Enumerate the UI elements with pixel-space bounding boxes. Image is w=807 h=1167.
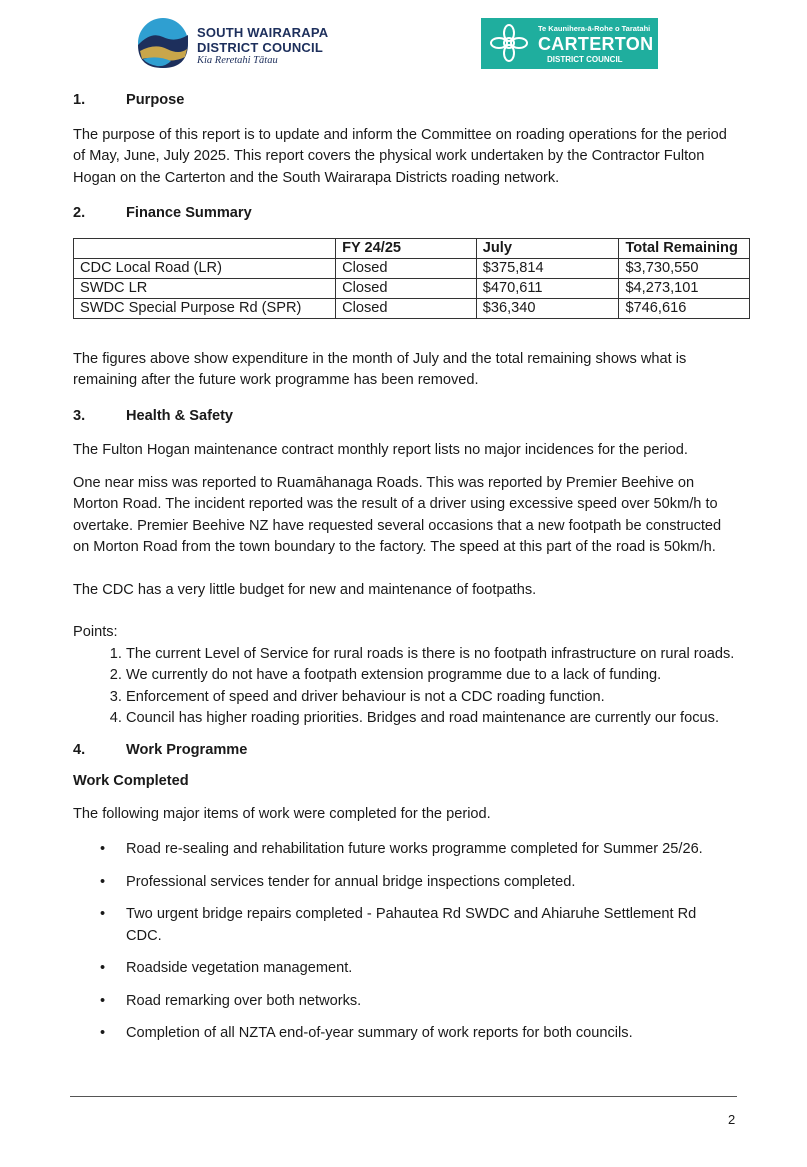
list-item: 4. Council has higher roading priorities. Bridges and road maintenance are currently our focus. — [126, 708, 735, 730]
section-number: 3. — [73, 407, 86, 424]
cdc-logo-line1: Te Kaunihera-ā-Rohe o Taratahi — [538, 24, 651, 33]
table-cell: SWDC LR — [74, 278, 336, 298]
list-item: 2. We currently do not have a footpath extension programme due to a lack of funding. — [126, 665, 735, 687]
table-header-row — [74, 238, 750, 258]
table-header-cell — [74, 238, 336, 258]
table-row — [74, 278, 750, 298]
list-item-text: Professional services tender for annual bridge inspections completed. — [126, 873, 576, 890]
points-list — [73, 644, 735, 730]
list-item — [73, 958, 735, 980]
section-purpose-heading — [73, 90, 735, 112]
section-health-heading — [73, 406, 735, 428]
bullet-icon: • — [100, 841, 106, 857]
bullet-icon: • — [100, 960, 106, 976]
table-header-cell: July — [476, 238, 619, 258]
bullet-icon: • — [100, 906, 106, 922]
bullet-icon: • — [100, 1025, 106, 1041]
footer-divider — [70, 1096, 737, 1097]
list-item — [73, 839, 735, 861]
section-work-heading — [73, 740, 735, 762]
list-item-text: Road re-sealing and rehabilitation future works programme completed for Summer 25/26. — [126, 841, 703, 857]
list-item-text: Road remarking over both networks. — [126, 992, 362, 1009]
table-cell: $4,273,101 — [619, 278, 750, 298]
table-cell: $3,730,550 — [619, 258, 750, 278]
table-cell: $36,340 — [476, 298, 619, 318]
section-title: Purpose — [126, 92, 185, 108]
section-title: Health & Safety — [126, 407, 234, 424]
cdc-logo — [481, 18, 658, 69]
cdc-logo-line3: DISTRICT COUNCIL — [547, 55, 623, 64]
table-row — [74, 298, 750, 318]
page-number: 2 — [728, 1112, 736, 1127]
list-item: 1. The current Level of Service for rural roads is there is no footpath infrastructure on rural roads. — [126, 644, 735, 666]
finance-paragraph: The figures above show expenditure in the month of July and the total remaining shows what is remaining after the future work programme has been removed. — [73, 350, 687, 388]
list-item — [73, 904, 735, 947]
table-cell: Closed — [336, 278, 477, 298]
cdc-logo-line2: CARTERTON — [538, 34, 654, 54]
finance-table — [73, 238, 750, 319]
list-item — [73, 1023, 735, 1045]
section-title: Finance Summary — [126, 205, 252, 221]
health-paragraph-1: The Fulton Hogan maintenance contract monthly report lists no major incidences for the period. — [73, 442, 688, 458]
list-item — [73, 991, 735, 1013]
swdc-emblem-icon — [137, 17, 189, 69]
table-cell: CDC Local Road (LR) — [74, 258, 336, 278]
work-items-list — [73, 839, 735, 1045]
list-item-text: Two urgent bridge repairs completed - Pahautea Rd SWDC and Ahiaruhe Settlement Rd CDC. — [126, 906, 697, 944]
list-item — [73, 872, 735, 894]
table-row — [74, 258, 750, 278]
bullet-icon: • — [100, 873, 106, 890]
purpose-paragraph: The purpose of this report is to update and inform the Committee on roading operations for the period of May, June, July 2025. This report covers the physical work undertaken by the Contractor Fulton Hogan on the Carterton and the South Wairarapa Districts roading network. — [73, 126, 727, 186]
points-label: Points: — [73, 624, 118, 640]
swdc-logo-tagline: Kia Reretahi Tātau — [197, 55, 278, 66]
work-intro: The following major items of work were completed for the period. — [73, 805, 491, 822]
list-item-text: Roadside vegetation management. — [126, 960, 353, 976]
bullet-icon: • — [100, 992, 106, 1009]
cdc-flower-icon — [489, 23, 529, 63]
list-item: 3. Enforcement of speed and driver behaviour is not a CDC roading function. — [126, 687, 735, 709]
health-paragraph-3: The CDC has a very little budget for new and maintenance of footpaths. — [73, 581, 537, 598]
report-body — [73, 90, 738, 1056]
section-number: 1. — [73, 92, 86, 108]
table-cell: $746,616 — [619, 298, 750, 318]
swdc-logo — [137, 17, 337, 71]
table-cell: Closed — [336, 298, 477, 318]
section-number: 4. — [73, 741, 86, 758]
swdc-logo-line1: SOUTH WAIRARAPA — [197, 25, 329, 40]
section-finance-heading — [73, 203, 735, 225]
work-completed-subheading: Work Completed — [73, 773, 189, 789]
health-paragraph-2: One near miss was reported to Ruamāhanaga Roads. This was reported by Premier Beehive on Morton Road. The incident reported was the result of a driver using excessive speed over 50km/h to overtake. Premier Beehive NZ have requested several occasions that a new footpath be constructed on Morton Road from the town boundary to the factory. The speed at this part of the road is 50km/h. — [73, 474, 722, 555]
table-cell: $375,814 — [476, 258, 619, 278]
section-title: Work Programme — [126, 741, 248, 758]
table-header-cell: FY 24/25 — [336, 238, 477, 258]
list-item-text: Completion of all NZTA end-of-year summary of work reports for both councils. — [126, 1025, 633, 1041]
table-cell: Closed — [336, 258, 477, 278]
section-number: 2. — [73, 205, 86, 221]
table-cell: $470,611 — [476, 278, 619, 298]
swdc-logo-line2: DISTRICT COUNCIL — [197, 40, 323, 55]
table-cell: SWDC Special Purpose Rd (SPR) — [74, 298, 336, 318]
table-header-cell: Total Remaining — [619, 238, 750, 258]
